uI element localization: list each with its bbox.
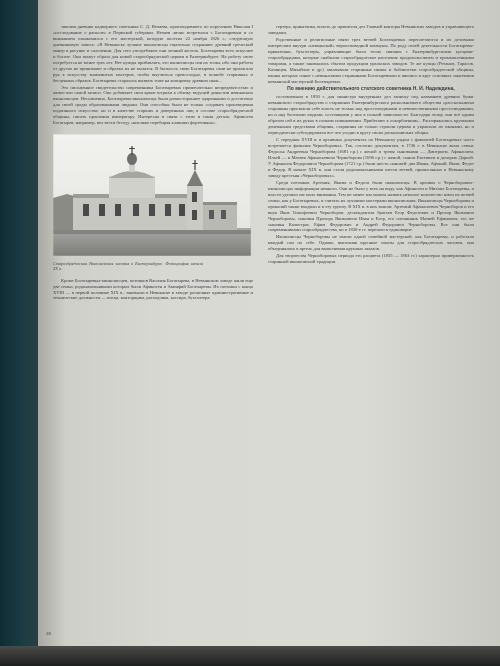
church-photo-image: [53, 134, 251, 256]
right-column: [268, 24, 474, 266]
right-paragraph-7: Для творчества Черноборовых периода его расцвета (1835 — 1863 гг.) характерно приверженность старинной иконописной традиции.: [268, 253, 474, 265]
right-paragraph-5: Среди потомков Артемия, Якима и Федота были иконописцы. В архивах о Черноборовых-иконописцах информации немного. Они не были у всех на виду, как Афиноген и Михаил Богатыревы, и власти уделяли им мало внимания. Тем не менее мы можем назвать немалое количество имен их ветвей семьи, как у Богатыревых, и считать их лучшими мастерами иконописания. Иконописцы Черноборовы и прокопий также входили и в эту группу. В ХIX в. в них вошли: Артемий Афанасьевич Черноборов и его внук Яков Тимофеевич Черноборов, дескендентом братьев Егор Федотович и Прохор Якимович Черноборовы, сыновья Прохора Якимовича Иван и Егор, его племянник Матвей Ефимович; его же сыновья Калистрат, Ефим Федорович и Андрей Федорович Черноборовы. Все они были современниками старообрядчества, но в 1830-е гг. перешли в единоверие.: [268, 179, 474, 233]
book-spine: [0, 0, 40, 666]
right-heading-paragraph: По мнению действительного статского советника Н. И. Надеждина,: [287, 85, 455, 92]
right-paragraph-2: Родственные и религиозные связи трех ветвей Богатыревых переплетаются и их деловыми интересами внутри «невьянской» вероисповедной коммуны. По роду своей деятельности Богатыревы-приказчики, бухгалтеры, управляющие были тесно связаны с Екатеринбургскими купцами-старообрядцами, которые снабжали старообрядческое население продовольствием и промышленными товарами, а также занимались сбытом продукции уральских заводов. Те же купцы (Резанов, Тарасов, Казанцев, Михайлов и др.) заказывали старинные иконы и библиотеки старообрядческой общины, иконы которых синие с невьянскими старинными Богатыревыми и явились в круг основных заказчиков невьянской мастерской Богатыревых.: [268, 36, 474, 84]
right-paragraph-6: Иконописцы Черноборовы не имели одной семейной мастерской, как Богатыревы, и работали каждый сам по себе. Однако, выполняя крупные заказы для старообрядческих часовен, они объединялись в артель для выполнения крупных заказов.: [268, 234, 474, 252]
right-paragraph-4: С середины XVIII в. в архивных документах по Невьянску рядом с фамилией Богатыревых часто встречается фамилия Черноборовых. Так, согласно документам, в 1746 г. в Невьянске жила семья: Федосья Андреевна Черноборова (1681 г.р.) с женой и тремя сыновьями — Дмитрием, Афанасием, Ильей — и Матвея Афанасьевича Черноборова (1696 г.р.) с женой, сыном Евсевием и дочерью Дарьей. У Афанасия Федоровича Черноборова (1721 г.р.) были шесть сыновей: два Ивана, Афоний, Яким, Федот и Федор. В начале XIX в. они стали родоначальниками шести ветвей, приписанных к Невьянскому заводу крестьян «Черноборовых».: [268, 137, 474, 178]
page-bottom-edge: [0, 646, 500, 666]
page-number: 38: [46, 631, 52, 636]
left-paragraph-3: Кроме Богатыревых-иконописцев, потомков Василия Богатырева, в Невьянском заводе жили еще две семьи, родоначальниками которых были Афиноген и Акинфий Богатыревы. Их потомки с конца XVIII — в первой половине XIX в., занимали в Невьянске и заводе различные административные и технические должности — писца, конторщика, расходчика, кассира, бухгалтера.: [53, 277, 253, 301]
left-column: [53, 24, 253, 302]
left-paragraph-2: Это письменное свидетельство современника Богатыревых примечательно непредвзятостью и живостью самой записи. Оно добавляет свои яркие штрихи к облику ведущей династии невьянских иконописцев. Несомненно, Богатыревы-иконописцы были разностороннее одаренными и достаточно для своей среды образованными людьми. Они способны были не только создавать произведения подлинного искусства, но и в качестве старших и доверенных лиц в составе старообрядческой общины, писать прошения императору. Интересна в связи с этим и такая деталь: Афиноген Богатырев, например, вел вести беседу «нигляже перебирая клавиши фортепияно».: [53, 84, 253, 126]
church-photo: [53, 134, 251, 259]
right-paragraph-3: составленном в 1850 г. для министра внутренних дел записку под названием древних бумаг невьянского старообрядства о старшинах Екатеринбургского раскольничьего общества «расскольничьи старшины присвоили себе власть не только над простолюдинами и невежественными простолюдинами, но и над богатыми людьми, состоящими у них в полной зависимости. Благодаря этому, они всё одним образом сей в их руках в полном повиновении. Прибегают к оскорблениям... Распоряжались крупными денежными средствами общины, старшины не только строили церкви и украшали их иконами, но и периодически субсидировали все что угодно в кругу своих раскольничьих общин.: [268, 94, 474, 136]
right-paragraph-1: гертера, приказчика, вплоть до правителя дел Главной конторы Невьянских заводов и управляющего заводами.: [268, 24, 474, 35]
book-page: [38, 0, 500, 648]
left-paragraph-1: зиковая дневник надворного советника С. Д. Нечаева, производившего по поручению Николая I «исследование о расколе» в Пермской губернии. Нечаев лично встретился с Богатыревым и со вниманием ознакомился с его мастерской, которую посетил 22 ноября 1826 г., следующую дневниковую запись: «В Невьянске лучшие иконописцы тщательно сохраняют древний греческий манер в рисунке и сплочении. Для сего употребляют они личный желток. Богатыревы всех искуснее и богаче. Они пишут образа для новой старообрядческой церкви в Екатеринбурге. На работу свою потребуется не менее трех лет. Нет нужды прибавлять, что иконописцы сии их толка, ибо они работы от других не принимают и образам их не молятся. В бытность свою Богатыревы сами не прилагали рук к искусству знаменитых мастеров, чтобы выучиться превосходно, в пошибе старинных и бесценных образов. Богатыревы старались вызвать тоже на копировку древних икон...: [53, 24, 253, 83]
photo-caption: Старообрядческая Николаевская часовня в Екатеринбурге. Фотография начала XX в.: [53, 261, 203, 272]
